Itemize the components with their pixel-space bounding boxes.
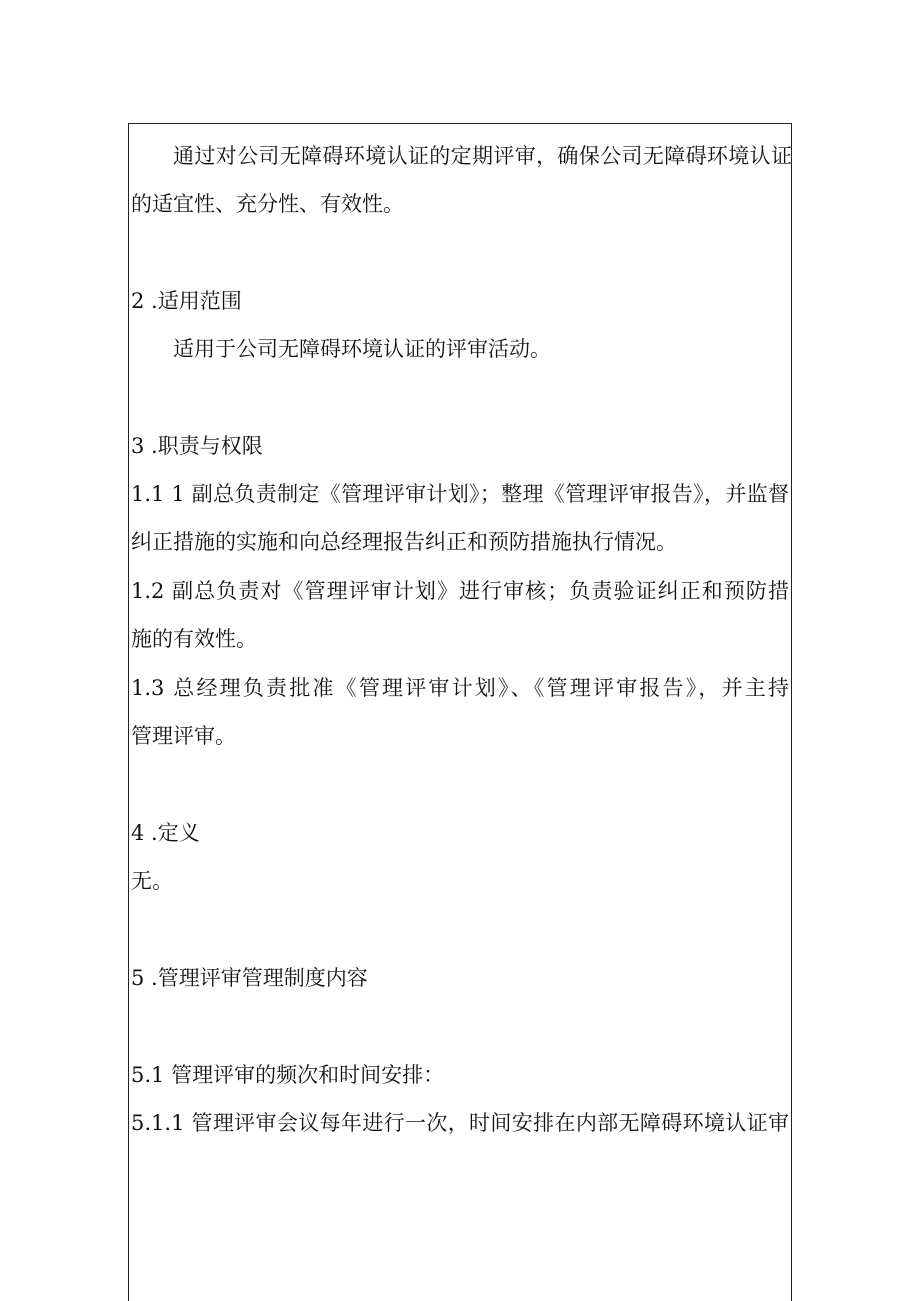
section-5-heading: 5 .管理评审管理制度内容 — [131, 966, 368, 990]
subsection-5-1: 5.1 管理评审的频次和时间安排： — [131, 1063, 445, 1087]
section-4-heading: 4 .定义 — [131, 821, 200, 845]
purpose-line-2: 的适宜性、充分性、有效性。 — [131, 192, 404, 216]
section-2-heading: 2 .适用范围 — [131, 289, 242, 313]
responsibility-item-3-line-2: 管理评审。 — [131, 724, 236, 748]
section-3-heading: 3 .职责与权限 — [131, 434, 263, 458]
purpose-line-1: 通过对公司无障碍环境认证的定期评审，确保公司无障碍环境认证 — [173, 144, 792, 168]
scope-text: 适用于公司无障碍环境认证的评审活动。 — [173, 337, 551, 361]
responsibility-item-2-line-1: 1.2 副总负责对《管理评审计划》进行审核；负责验证纠正和预防措 — [131, 579, 789, 603]
subsection-5-1-1: 5.1.1 管理评审会议每年进行一次，时间安排在内部无障碍环境认证审 — [131, 1111, 789, 1135]
responsibility-item-1-line-1: 1.1 1 副总负责制定《管理评审计划》；整理《管理评审报告》，并监督 — [131, 482, 789, 506]
responsibility-item-1-line-2: 纠正措施的实施和向总经理报告纠正和预防措施执行情况。 — [131, 530, 677, 554]
responsibility-item-3-line-1: 1.3 总经理负责批准《管理评审计划》、《管理评审报告》，并主持 — [131, 676, 789, 700]
responsibility-item-2-line-2: 施的有效性。 — [131, 627, 257, 651]
definition-text: 无。 — [131, 869, 173, 893]
